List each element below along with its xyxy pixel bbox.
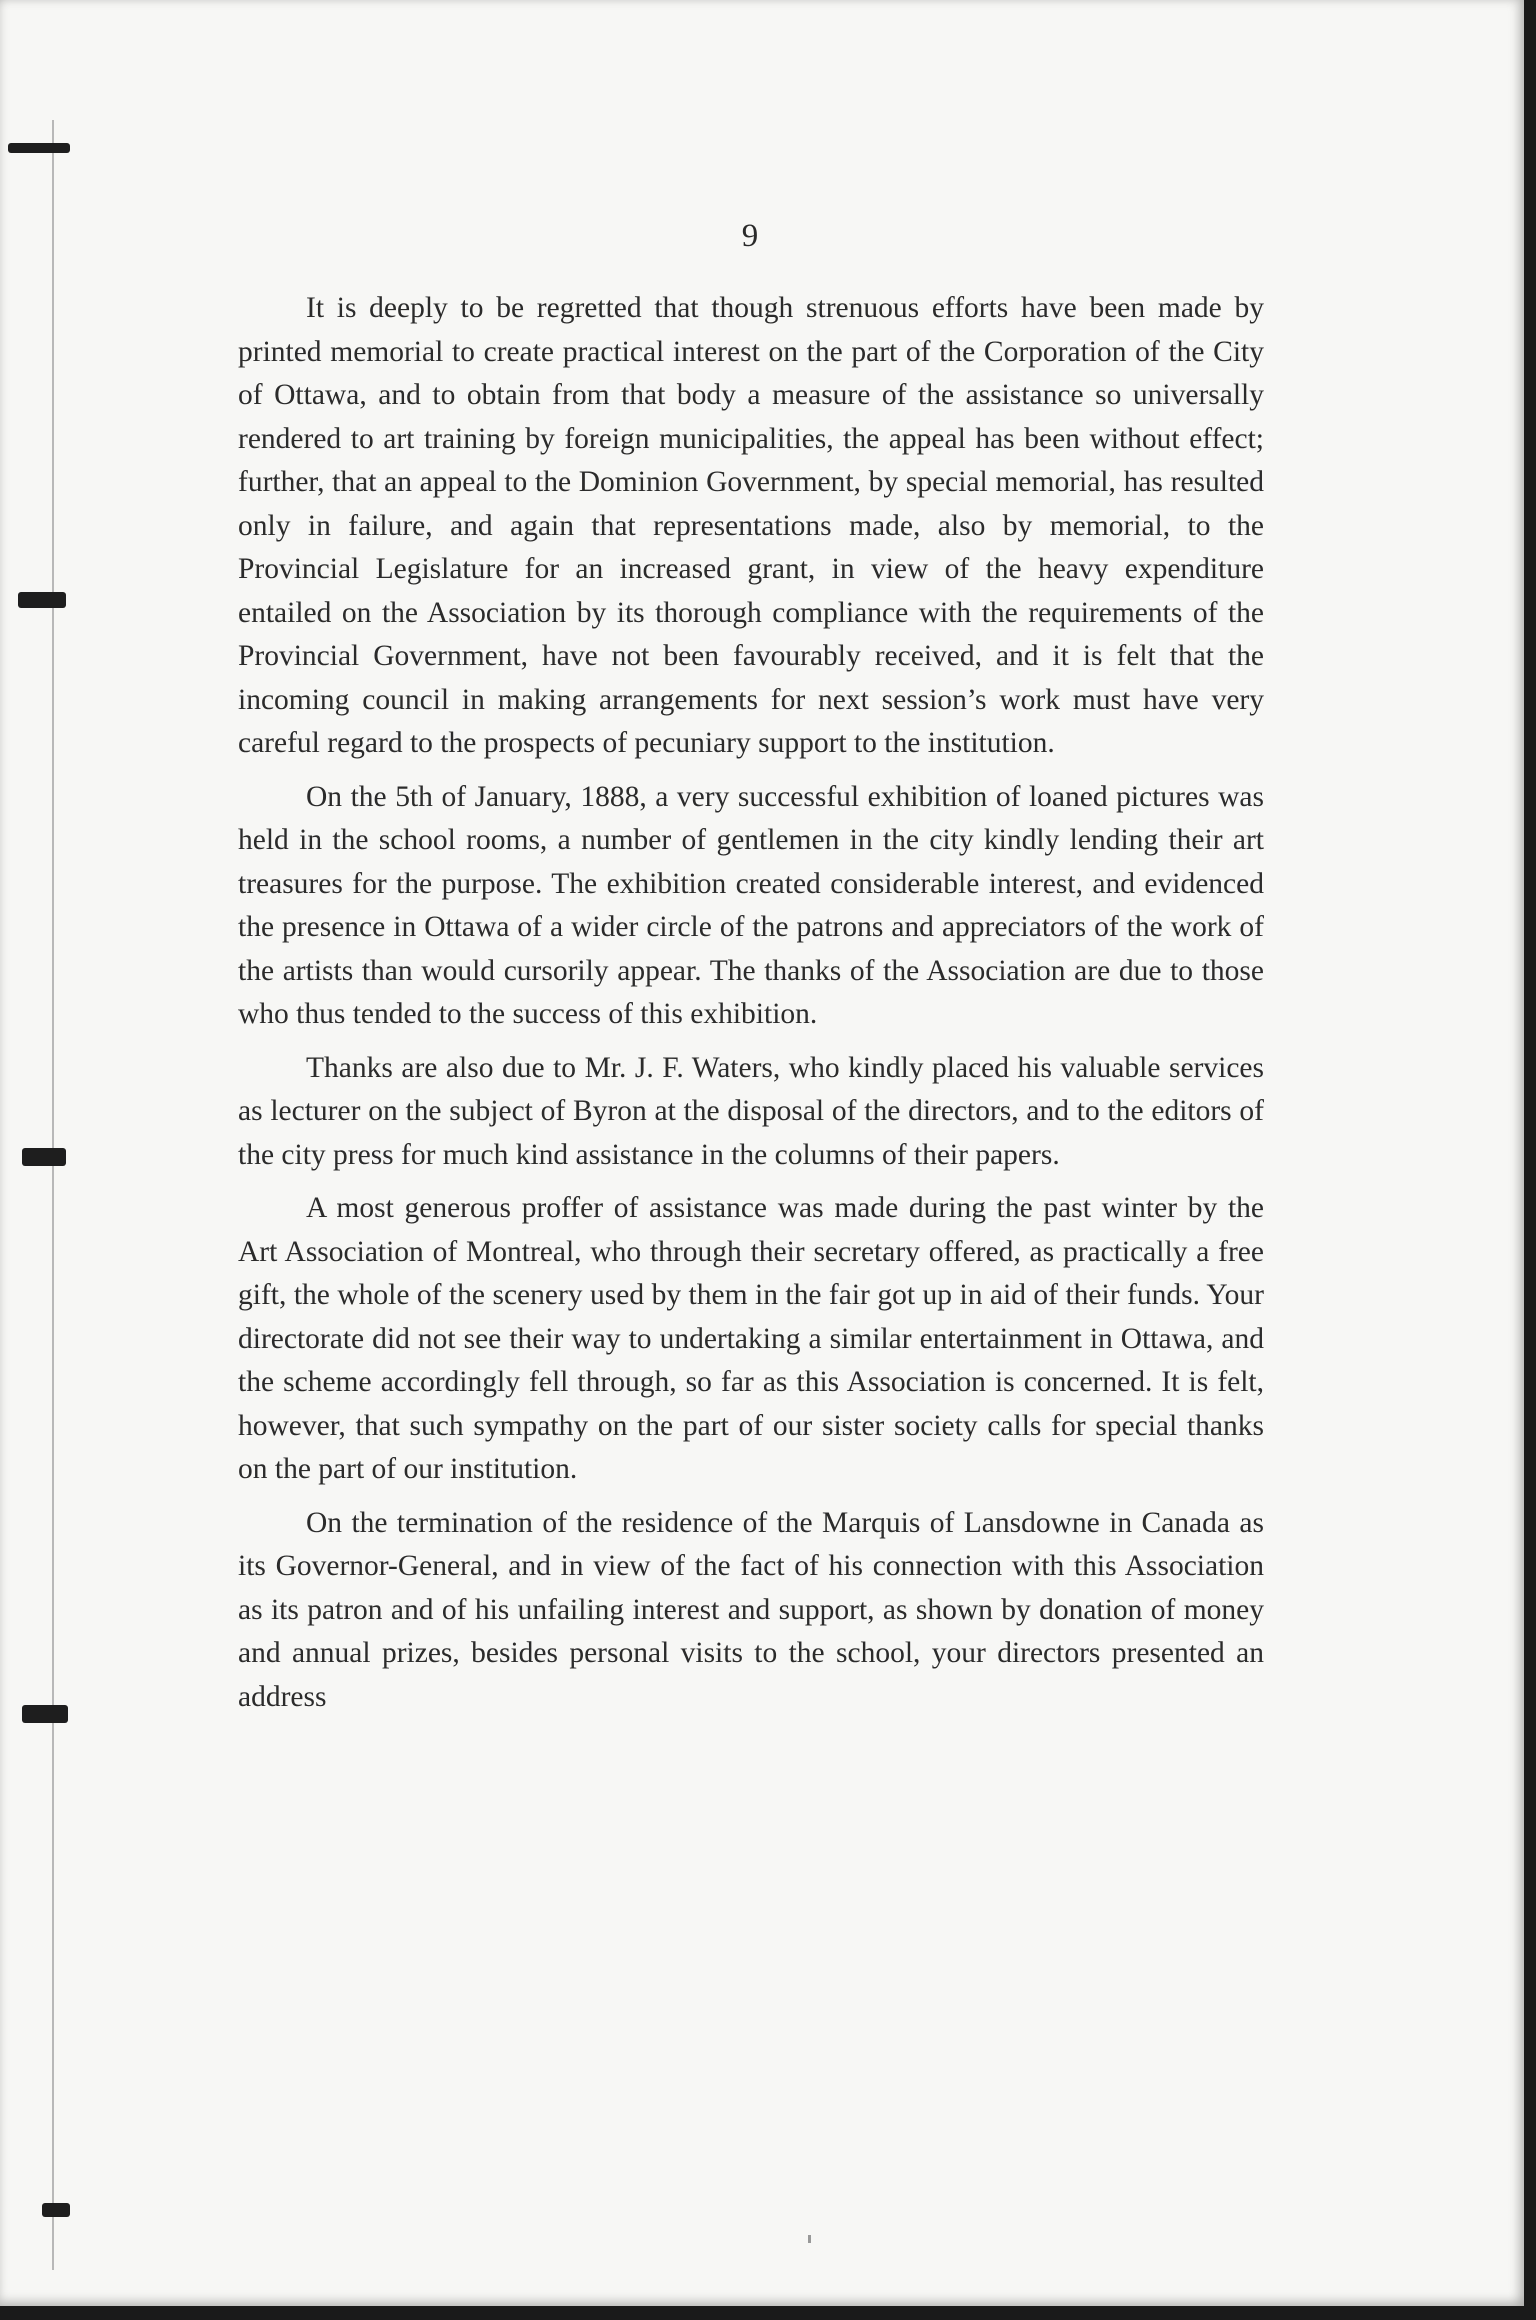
binding-stitch <box>22 1148 66 1166</box>
paper-speck <box>808 2235 811 2243</box>
binding-stitch <box>8 143 70 153</box>
binding-thread <box>52 120 54 2270</box>
binding-stitch <box>18 592 66 608</box>
paragraph: A most generous proffer of assistance was made during the past winter by the Art Association of Montreal, who through their secretary offered, as practically a free gift, the whole of the scenery used by them in the fair got up in aid of their funds. Your directorate did not see their way to undertaking a similar entertainment in Ottawa, and the scheme accordingly fell through, so far as this Association is concerned. It is felt, however, that such sympathy on the part of our sister society calls for special thanks on the part of our institution. <box>238 1192 1264 1485</box>
body-text <box>238 287 1264 1729</box>
page-number: 9 <box>741 218 759 254</box>
binding-stitch <box>42 2203 70 2217</box>
paragraph: On the termination of the residence of the Marquis of Lansdowne in Canada as its Governor-General, and in view of the fact of his connection with this Association as its patron and of his unfailing interest and support, as shown by donation of money and annual prizes, besides personal visits to the school, your directors presented an address <box>238 1506 1264 1713</box>
paragraph: It is deeply to be regretted that though strenuous efforts have been made by printed memorial to create practical interest on the part of the Corporation of the City of Ottawa, and to obtain from that body a measure of the assistance so universally rendered to art training by foreign municipalities, the appeal has been without effect; further, that an appeal to the Dominion Government, by special memorial, has resulted only in failure, and again that representations made, also by memorial, to the Provincial Legislature for an increased grant, in view of the heavy expenditure entailed on the Association by its thorough compliance with the requirements of the Provincial Government, have not been favourably received, and it is felt that the incoming council in making arrangements for next session’s work must have very careful regard to the prospects of pecuniary support to the institution. <box>238 292 1264 759</box>
binding-stitch <box>22 1705 68 1723</box>
paragraph: On the 5th of January, 1888, a very successful exhibition of loaned pictures was held in the school rooms, a number of gentlemen in the city kindly lending their art treasures for the purpose. The exhibition created considerable interest, and evidenced the presence in Ottawa of a wider circle of the patrons and appreciators of the work of the artists than would cursorily appear. The thanks of the Association are due to those who thus tended to the success of this exhibition. <box>238 780 1264 1030</box>
paragraph: Thanks are also due to Mr. J. F. Waters, who kindly placed his valuable services as lecturer on the subject of Byron at the disposal of the directors, and to the editors of the city press for much kind assistance in the columns of their papers. <box>238 1051 1264 1171</box>
